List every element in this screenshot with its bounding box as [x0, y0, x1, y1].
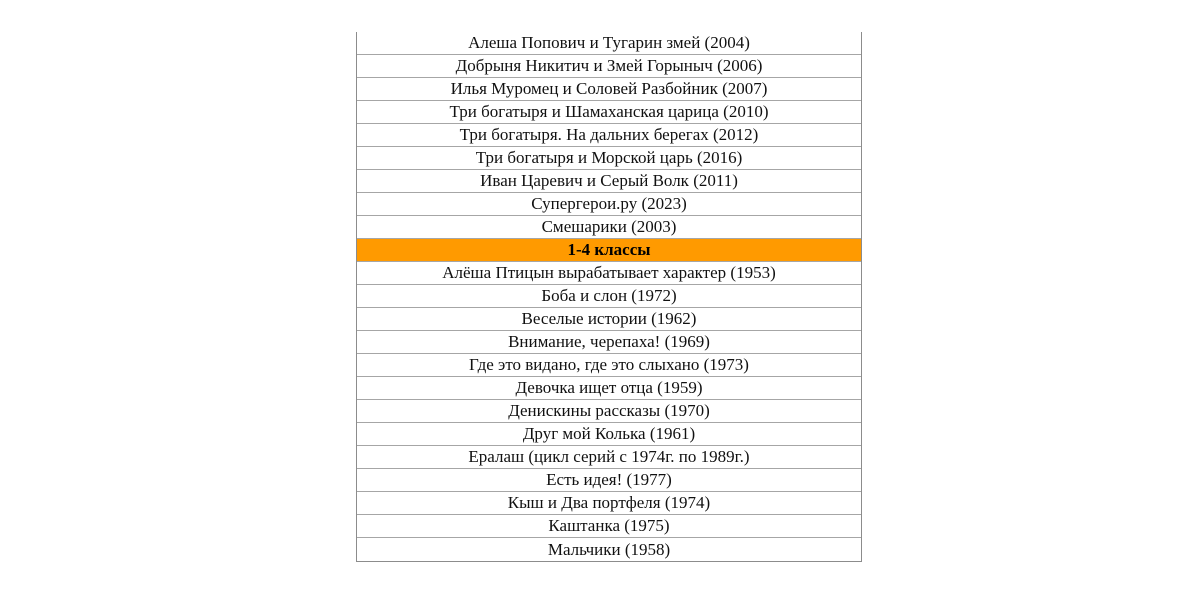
table-row: Три богатыря и Шамаханская царица (2010): [357, 101, 861, 124]
table-row: Каштанка (1975): [357, 515, 861, 538]
table-row: Друг мой Колька (1961): [357, 423, 861, 446]
table-row: Иван Царевич и Серый Волк (2011): [357, 170, 861, 193]
table-row: Ералаш (цикл серий с 1974г. по 1989г.): [357, 446, 861, 469]
table-row: Кыш и Два портфеля (1974): [357, 492, 861, 515]
table-row: Илья Муромец и Соловей Разбойник (2007): [357, 78, 861, 101]
section-header-grades-1-4: 1-4 классы: [357, 239, 861, 262]
table-row: Есть идея! (1977): [357, 469, 861, 492]
table-row: Мальчики (1958): [547, 539, 671, 559]
table-row: Супергерои.ру (2023): [357, 193, 861, 216]
table-row: Три богатыря и Морской царь (2016): [357, 147, 861, 170]
table-row: Три богатыря. На дальних берегах (2012): [357, 124, 861, 147]
table-row: Веселые истории (1962): [357, 308, 861, 331]
table-row: Добрыня Никитич и Змей Горыныч (2006): [357, 55, 861, 78]
table-row: Где это видано, где это слыхано (1973): [357, 354, 861, 377]
table-row: Алёша Птицын вырабатывает характер (1953): [357, 262, 861, 285]
film-list-table: [356, 32, 862, 562]
table-row: Алеша Попович и Тугарин змей (2004): [357, 32, 861, 55]
table-row: Смешарики (2003): [357, 216, 861, 239]
table-row: Денискины рассказы (1970): [357, 400, 861, 423]
table-row: Внимание, черепаха! (1969): [357, 331, 861, 354]
table-row: Боба и слон (1972): [357, 285, 861, 308]
table-row: Девочка ищет отца (1959): [357, 377, 861, 400]
